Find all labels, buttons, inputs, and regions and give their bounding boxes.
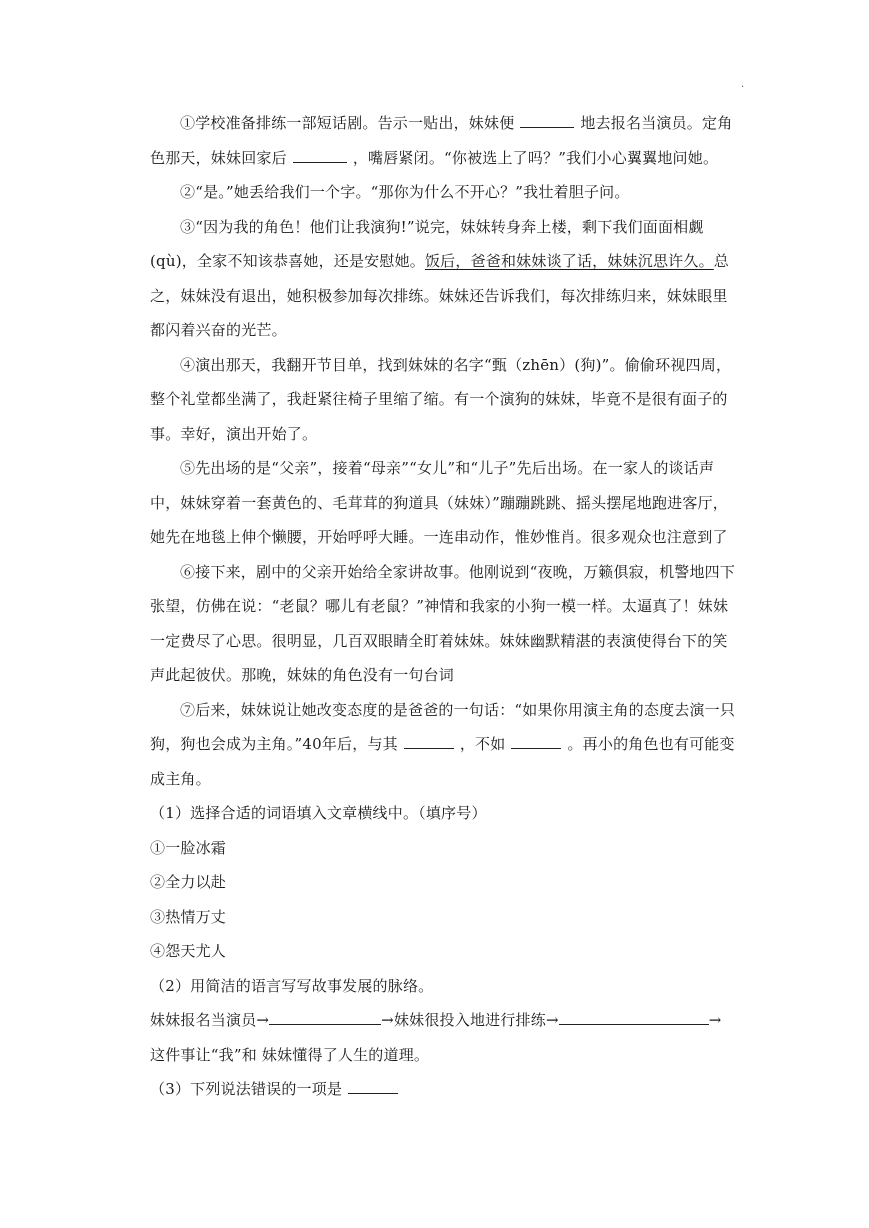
paragraph-7: [150, 693, 738, 797]
p3-text-a: ③“因为我的角色！他们让我演狗!”说完，妹妹转身奔上楼，剩下我们面面相觑(qù)，全家不知该恭喜她，还是安慰她。: [150, 217, 704, 270]
p7-text-a: ⑦后来，妹妹说让她改变态度的是爸爸的一句话：“如果你用演主角的态度去演一只狗，狗也会成为主角。”40年后，与其: [150, 700, 736, 753]
flow-step-2: →妹妹很投入地进行排练→: [381, 1011, 559, 1029]
question-2-conclusion: 这件事让“我”和 妹妹懂得了人生的道理。: [150, 1045, 430, 1064]
p1-text-c: ，嘴唇紧闭。“你被选上了吗？”我们小心翼翼地问她。: [352, 148, 719, 167]
flow-step-1: 妹妹报名当演员→: [150, 1011, 270, 1029]
blank-3[interactable]: [404, 732, 454, 749]
question-3: [150, 1072, 738, 1107]
blank-1[interactable]: [520, 111, 574, 128]
p1-text-a: ①学校准备排练一部短话剧。告示一贴出，妹妹便: [180, 114, 515, 132]
question-2-flow: [150, 1003, 738, 1038]
paragraph-4: ④演出那天，我翻开节目单，找到妹妹的名字“甄（zhēn）(狗)”。偷偷环视四周，整个礼堂都坐满了，我赶紧往椅子里缩了缩。有一个演狗的妹妹，毕竟不是很有面子的事。幸好，演出开始了。: [150, 355, 732, 443]
page-mark: ·: [741, 82, 745, 93]
paragraph-6: ⑥接下来，剧中的父亲开始给全家讲故事。他刚说到“夜晚，万籁俱寂，机警地四下张望，仿佛在说：“老鼠？哪儿有老鼠？”神情和我家的小狗一模一样。太逼真了！妹妹一定费尽了心思。很明显，几百双眼睛全盯着妹妹。妹妹幽默精湛的表演使得台下的笑声此起彼伏。那晚，妹妹的角色没有一句台词: [150, 562, 736, 684]
p7-text-c: 。再小的角色也有可能变成主角。: [150, 735, 735, 788]
option-3: ③热情万丈: [150, 907, 227, 926]
question-2-prompt: （2）用简洁的语言写写故事发展的脉络。: [150, 976, 434, 995]
flow-blank-2[interactable]: [559, 1008, 709, 1025]
p3-text-b: 总之，妹妹没有退出，她积极参加每次排练。妹妹还告诉我们，每次排练归来，妹妹眼里都闪着兴奋的光芒。: [150, 252, 729, 339]
blank-4[interactable]: [511, 732, 561, 749]
answer-blank-3[interactable]: [348, 1077, 398, 1094]
passage: [150, 106, 738, 1107]
p1-text-b: 地去报名当演员。定角色那天，妹妹回家后: [150, 114, 733, 167]
flow-arrow-end: →: [708, 1011, 722, 1029]
paragraph-2: ②“是。”她丢给我们一个字。“那你为什么不开心？”我壮着胆子问。: [180, 183, 630, 201]
paragraph-1: [150, 106, 738, 175]
p7-text-b: ，不如: [459, 735, 506, 753]
paragraph-3: [150, 210, 738, 348]
underlined-sentence: 饭后，爸爸和妹妹谈了话，妹妹沉思许久。: [424, 252, 714, 270]
blank-2[interactable]: [293, 146, 347, 163]
option-4: ④怨天尤人: [150, 942, 227, 960]
flow-blank-1[interactable]: [269, 1008, 381, 1025]
paragraph-5: ⑤先出场的是“父亲”，接着“母亲”“女儿”和“儿子”先后出场。在一家人的谈话声中，妹妹穿着一套黄色的、毛茸茸的狗道具（妹妹）”蹦蹦跳跳、摇头摆尾地跑进客厅，她先在地毯上伸个懒腰，开始呼呼大睡。一连串动作，惟妙惟肖。很多观众也注意到了: [150, 459, 728, 546]
option-2: ②全力以赴: [150, 873, 227, 891]
question-1-prompt: （1）选择合适的词语填入文章横线中。（填序号）: [150, 804, 487, 822]
option-1: ①一脸冰霜: [150, 838, 227, 857]
question-3-prompt: （3）下列说法错误的一项是: [150, 1080, 343, 1098]
